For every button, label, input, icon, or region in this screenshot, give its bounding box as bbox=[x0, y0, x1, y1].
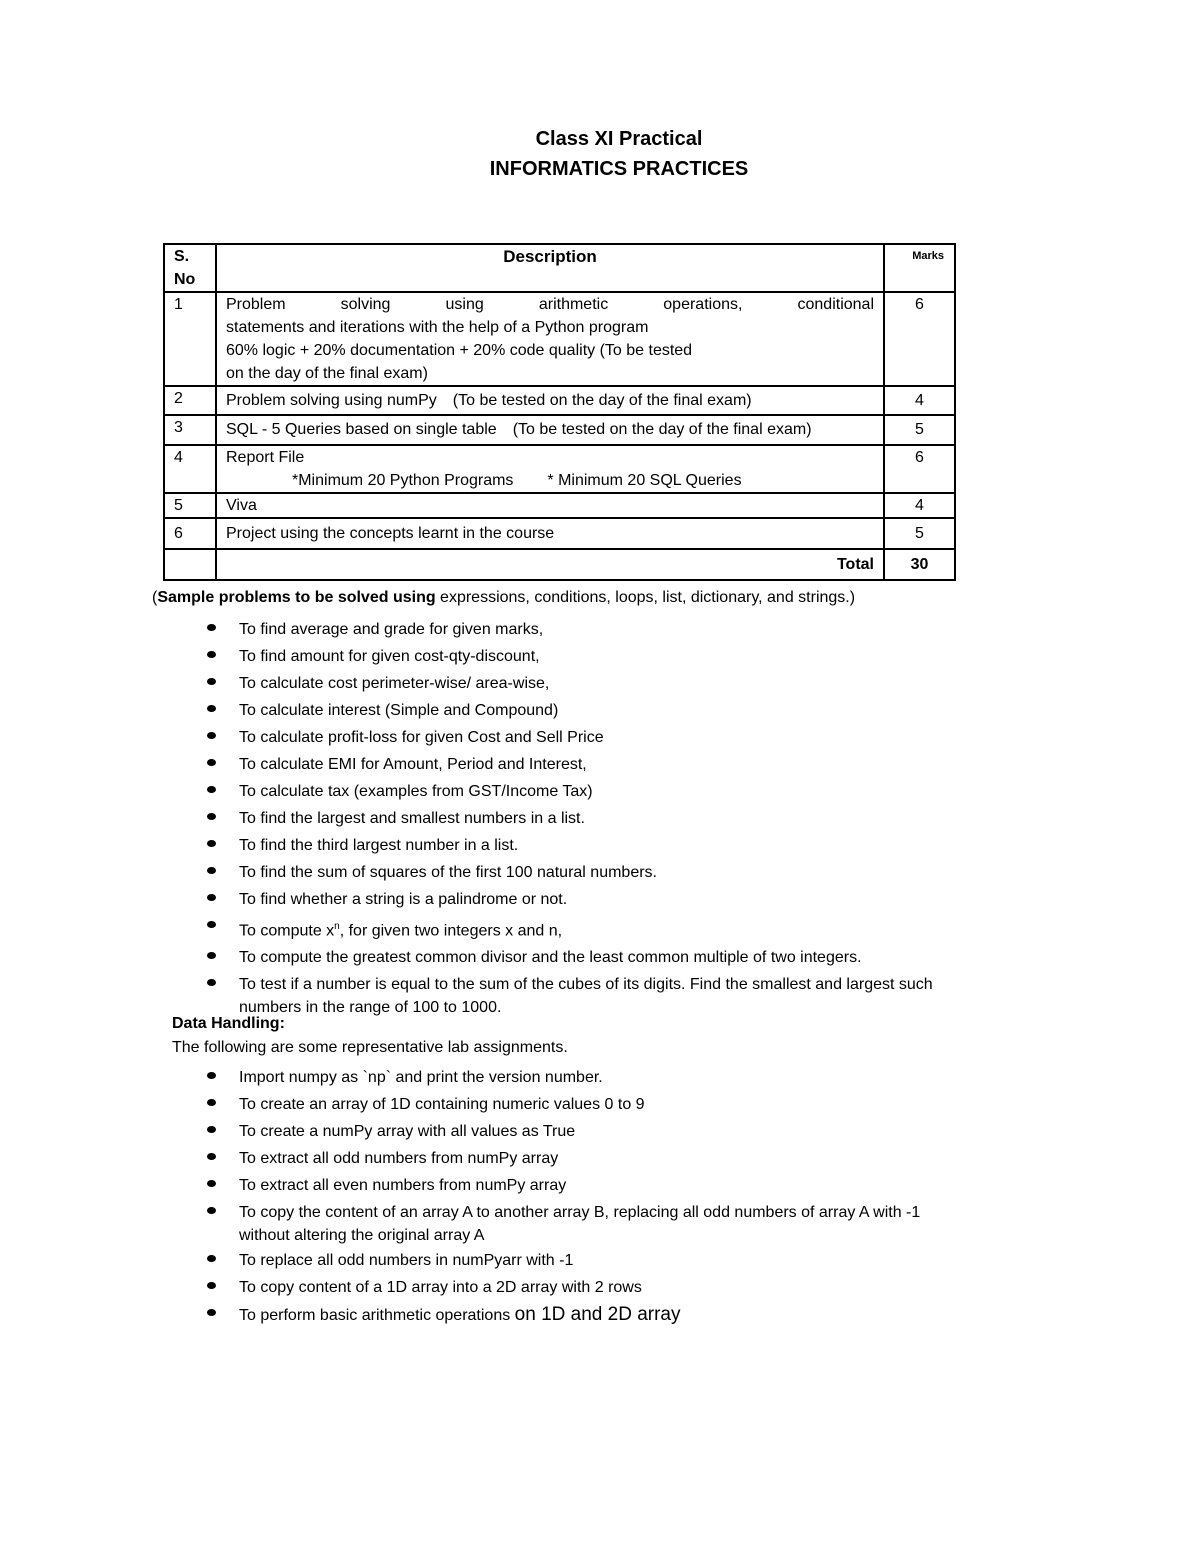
list-item: To replace all odd numbers in numPyarr with -1 bbox=[203, 1247, 1023, 1274]
row-desc-note: (To be tested on the day of the final exam) bbox=[452, 392, 752, 409]
data-handling-heading: Data Handling: bbox=[172, 1015, 285, 1032]
row-sno: 6 bbox=[164, 518, 216, 549]
list-item: To calculate profit-loss for given Cost and Sell Price bbox=[203, 724, 1023, 751]
row-desc-text: Problem solving using numPy bbox=[226, 392, 437, 409]
row-marks: 6 bbox=[884, 292, 955, 386]
row-description bbox=[216, 445, 884, 493]
row-desc-text: SQL - 5 Queries based on single table bbox=[226, 421, 497, 438]
row-sno: 5 bbox=[164, 493, 216, 518]
marks-table bbox=[163, 243, 956, 581]
row-desc-sub: * Minimum 20 SQL Queries bbox=[547, 472, 742, 489]
row-sno: 4 bbox=[164, 445, 216, 493]
list-item: Import numpy as `np` and print the version number. bbox=[203, 1064, 1023, 1091]
row-desc-sub: *Minimum 20 Python Programs bbox=[292, 472, 514, 489]
table-row bbox=[164, 493, 955, 518]
row-marks: 5 bbox=[884, 415, 955, 445]
list-item: To calculate interest (Simple and Compound) bbox=[203, 697, 1023, 724]
list-item: To find the largest and smallest numbers in a list. bbox=[203, 805, 1023, 832]
sample-problems-list bbox=[203, 616, 1023, 1019]
row-desc-text: Report File bbox=[226, 449, 305, 466]
row-desc-note: (To be tested on the day of the final exam) bbox=[512, 421, 812, 438]
list-item: To test if a number is equal to the sum of the cubes of its digits. Find the smallest and largest such numbers in the range of 100 to 1000. bbox=[203, 971, 1023, 1019]
header-description: Description bbox=[216, 244, 884, 292]
table-header-row bbox=[164, 244, 955, 292]
total-empty-cell bbox=[164, 549, 216, 580]
list-item: To find whether a string is a palindrome or not. bbox=[203, 886, 1023, 913]
list-item: To compute $x^n$, for given two integers x and n, bbox=[203, 913, 1023, 944]
row-description bbox=[216, 386, 884, 415]
row-desc-line: on the day of the final exam) bbox=[226, 365, 428, 382]
list-item: To calculate cost perimeter-wise/ area-wise, bbox=[203, 670, 1023, 697]
table-total-row bbox=[164, 549, 955, 580]
list-item: To perform basic arithmetic operations on 1D and 2D array bbox=[203, 1301, 1023, 1329]
page-subtitle: INFORMATICS PRACTICES bbox=[489, 158, 749, 180]
data-handling-list bbox=[203, 1064, 1023, 1329]
list-item: To find average and grade for given marks, bbox=[203, 616, 1023, 643]
row-sno: 1 bbox=[164, 292, 216, 386]
header-sno: S. No bbox=[164, 244, 216, 292]
list-item: To calculate tax (examples from GST/Income Tax) bbox=[203, 778, 1023, 805]
row-marks: 4 bbox=[884, 493, 955, 518]
table-row bbox=[164, 292, 955, 386]
page-title: Class XI Practical bbox=[535, 128, 703, 150]
table-row bbox=[164, 415, 955, 445]
row-desc-line: 60% logic + 20% documentation + 20% code quality (To be tested bbox=[226, 342, 693, 359]
table-row bbox=[164, 386, 955, 415]
row-desc-line: statements and iterations with the help of a Python program bbox=[226, 319, 649, 336]
row-desc-line: Problem solving using arithmetic operations, conditional bbox=[226, 296, 874, 313]
list-item: To copy content of a 1D array into a 2D array with 2 rows bbox=[203, 1274, 1023, 1301]
row-description bbox=[216, 415, 884, 445]
list-item: To create an array of 1D containing numeric values 0 to 9 bbox=[203, 1091, 1023, 1118]
list-item: To calculate EMI for Amount, Period and Interest, bbox=[203, 751, 1023, 778]
row-description: Viva bbox=[216, 493, 884, 518]
data-handling-intro: The following are some representative lab assignments. bbox=[172, 1039, 568, 1056]
row-marks: 5 bbox=[884, 518, 955, 549]
row-sno: 2 bbox=[164, 386, 216, 415]
row-marks: 6 bbox=[884, 445, 955, 493]
header-marks: Marks bbox=[884, 244, 955, 292]
list-item: To find the third largest number in a list. bbox=[203, 832, 1023, 859]
list-item: To extract all even numbers from numPy array bbox=[203, 1172, 1023, 1199]
total-value: 30 bbox=[884, 549, 955, 580]
row-sno: 3 bbox=[164, 415, 216, 445]
table-row bbox=[164, 445, 955, 493]
list-item: To compute the greatest common divisor and the least common multiple of two integers. bbox=[203, 944, 1023, 971]
list-item: To extract all odd numbers from numPy array bbox=[203, 1145, 1023, 1172]
sample-problems-intro: (Sample problems to be solved using expressions, conditions, loops, list, dictionary, and strings.) bbox=[152, 589, 856, 606]
row-description: Project using the concepts learnt in the course bbox=[216, 518, 884, 549]
row-description bbox=[216, 292, 884, 386]
list-item: To find the sum of squares of the first 100 natural numbers. bbox=[203, 859, 1023, 886]
table-row bbox=[164, 518, 955, 549]
list-item: To copy the content of an array A to another array B, replacing all odd numbers of array A with -1 without altering the original array A bbox=[203, 1199, 1023, 1247]
list-item: To find amount for given cost-qty-discount, bbox=[203, 643, 1023, 670]
row-marks: 4 bbox=[884, 386, 955, 415]
total-label: Total bbox=[216, 549, 884, 580]
list-item: To create a numPy array with all values as True bbox=[203, 1118, 1023, 1145]
